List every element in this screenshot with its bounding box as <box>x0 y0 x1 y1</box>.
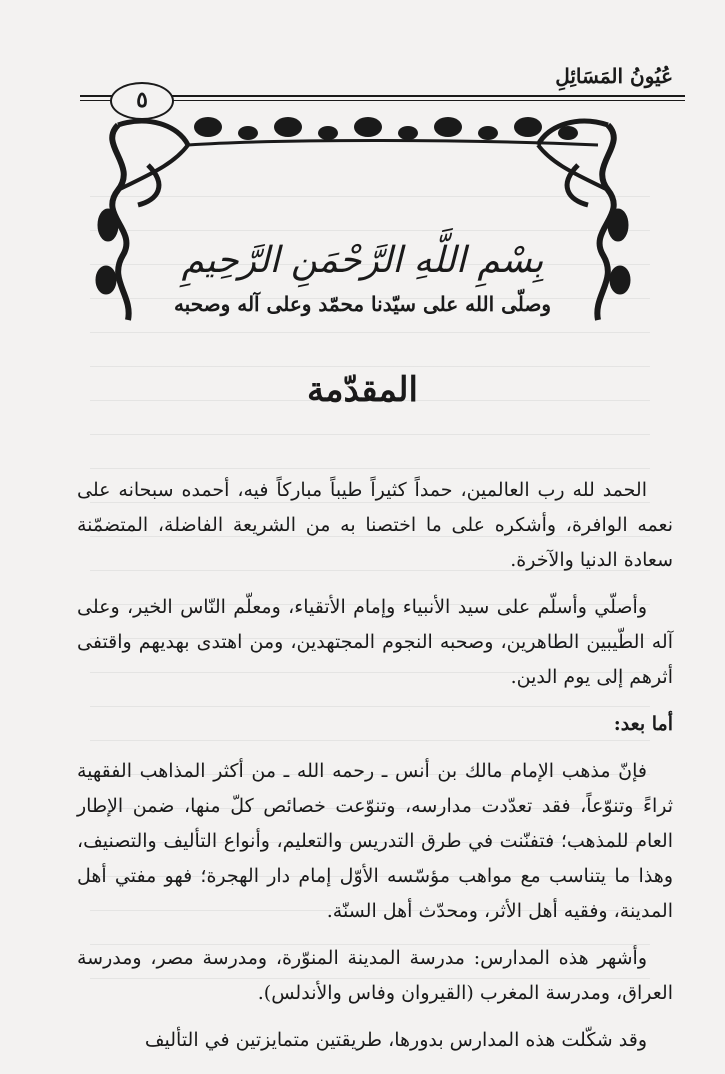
paragraph: الحمد لله رب العالمين، حمداً كثيراً طيباً مباركاً فيه، أحمده سبحانه على نعمه الوافرة، وأشكره على ما اختصنا به من الشريعة الفاضلة، المتضمّنة سعادة الدنيا والآخرة. <box>77 479 673 571</box>
paragraph: فإنّ مذهب الإمام مالك بن أنس ـ رحمه الله ـ من أكثر المذاهب الفقهية ثراءً وتنوّعاً، فقد تعدّدت مدارسه، وتنوّعت خصائص كلّ منها، ضمن الإطار العام للمذهب؛ فتفنّنت في طرق التدريس والتعليم، وأنواع التأليف والتصنيف، وهذا ما يتناسب مع مواهب مؤسّسه الأوّل إمام دار الهجرة؛ فهو مفتي أهل المدينة، وفقيه أهل الأثر، ومحدّث أهل السنّة. <box>77 760 673 922</box>
paragraph: وأشهر هذه المدارس: مدرسة المدينة المنوّرة، ومدرسة مصر، ومدرسة العراق، ومدرسة المغرب (القيروان وفاس والأندلس). <box>77 947 673 1004</box>
section-title: المقدّمة <box>307 370 418 410</box>
body-text <box>77 473 673 1070</box>
salutation-line: وصلّى الله على سيّدنا محمّد وعلى آله وصحبه <box>173 292 552 316</box>
lead-in-heading: أما بعد: <box>613 713 673 735</box>
basmala: بِسْمِ اللَّهِ الرَّحْمَنِ الرَّحِيمِ <box>181 240 544 281</box>
paragraph: وقد شكّلت هذه المدارس بدورها، طريقتين متمايزتين في التأليف <box>144 1029 647 1051</box>
page-number: ٥ <box>110 82 174 120</box>
paragraph: وأصلّي وأسلّم على سيد الأنبياء وإمام الأتقياء، ومعلّم النّاس الخير، وعلى آله الطّيبين الطاهرين، وصحبه النجوم المجتهدين، ومن اهتدى بهديهم واقتفى أثرهم إلى يوم الدين. <box>77 596 673 688</box>
running-title: عُيُونُ المَسَائِلِ <box>555 64 673 88</box>
top-flourish-band <box>194 117 578 140</box>
